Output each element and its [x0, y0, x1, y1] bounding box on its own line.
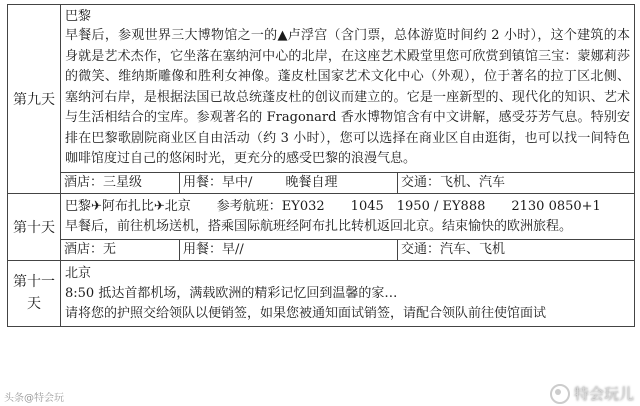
day-description: 早餐后，前往机场送机，搭乘国际航班经阿布扎比转机返回北京。结束愉快的欧洲旅程。 [65, 218, 573, 234]
day-info-bar [61, 172, 634, 193]
logo-text: 特会玩儿 [573, 385, 634, 403]
source-watermark: 头条@特会玩 [4, 393, 64, 404]
day-label: 第十天 [8, 193, 61, 260]
day-label: 第九天 [8, 5, 61, 194]
day-content [61, 5, 635, 194]
day-description: 8:50 抵达首都机场，满载欧洲的精彩记忆回到温馨的家… 请将您的护照交给领队以便销签，如果您被通知面试销签，请配合领队前往使馆面试 [65, 285, 547, 321]
day-row-9 [8, 5, 635, 194]
day-description: 早餐后，参观世界三大博物馆之一的▲卢浮宫（含门票，总体游览时间约 2 小时），这个建筑的本身就是艺术杰作，它坐落在塞纳河中心的北岸，在这座艺术殿堂里您可欣赏到镇馆三宝：蒙娜莉莎的微笑、维纳斯雕像和胜利女神像。蓬皮杜国家艺术文化中心（外观），位于著名的拉丁区北侧、塞纳河右岸，是根据法国已故总统蓬皮杜的创议而建立的。它是一座新型的、现代化的知识、艺术与生活相结合的宝库。参观著名的 Fragonard 香水博物馆含有中文讲解，感受芬芳气息。特别安排在巴黎歌剧院商业区自由活动（约 3 小时），您可以选择在商业区自由逛街，也可以找一间特色咖啡馆度过自己的悠闲时光，更充分的感受巴黎的浪漫气息。 [65, 28, 630, 166]
day-content [61, 193, 635, 260]
day-content [61, 260, 635, 326]
day-title: 巴黎✈阿布扎比✈北京 参考航班：EY032 1045 1950 / EY888 2130 0850+1 [65, 198, 601, 214]
itinerary-table [7, 4, 635, 327]
brand-logo [550, 383, 634, 404]
hotel-info: 酒店：无 [61, 240, 180, 260]
transport-info: 交通：飞机、汽车 [401, 174, 506, 190]
day-label: 第十一天 [8, 260, 61, 326]
day-title: 北京 [65, 265, 92, 281]
transport-info: 交通：汽车、飞机 [401, 241, 506, 257]
day-title: 巴黎 [65, 9, 92, 24]
logo-circle-icon [550, 384, 570, 404]
hotel-info: 酒店：三星级 [61, 173, 180, 193]
day-info-bar [61, 239, 634, 260]
meal-info: 用餐：早中/ 晚餐自理 [180, 173, 398, 193]
day-row-11 [8, 260, 635, 326]
meal-info: 用餐：早// [180, 240, 398, 260]
day-row-10 [8, 193, 635, 260]
